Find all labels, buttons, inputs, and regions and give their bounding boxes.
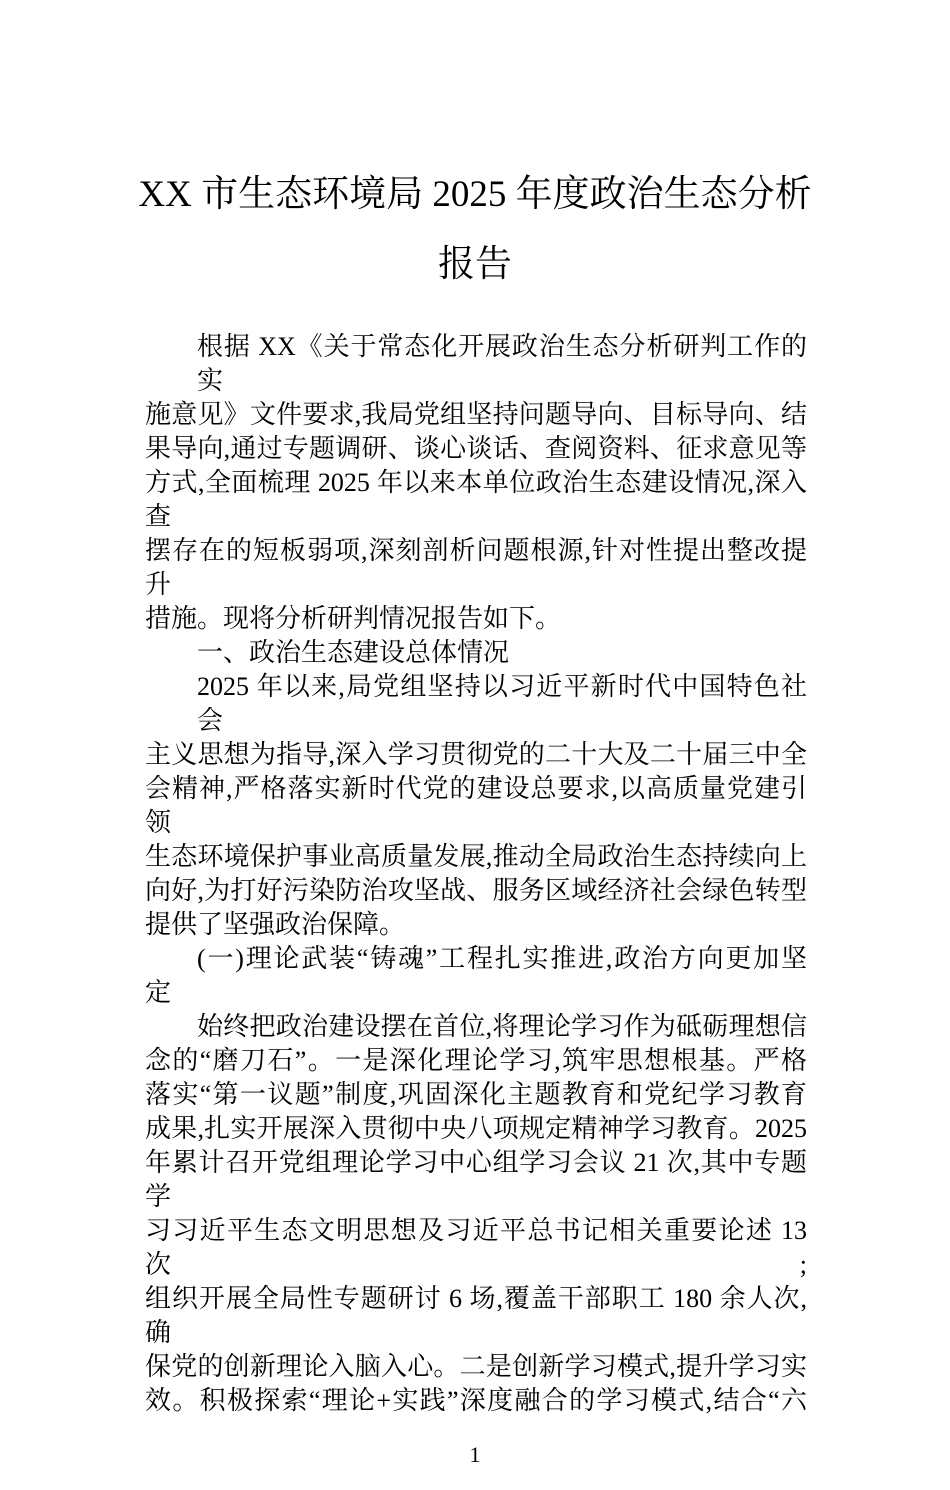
text-line: 念的“磨刀石”。一是深化理论学习,筑牢思想根基。严格 — [145, 1046, 807, 1075]
text-line: 主义思想为指导,深入学习贯彻党的二十大及二十届三中全 — [145, 740, 807, 769]
text-line: 摆存在的短板弱项,深刻剖析问题根源,针对性提出整改提升 — [145, 536, 807, 599]
document-body — [145, 330, 807, 1418]
text-line: (一)理论武装“铸魂”工程扎实推进,政治方向更加坚 — [197, 944, 807, 973]
text-line: 效。积极探索“理论+实践”深度融合的学习模式,结合“六 — [145, 1386, 807, 1415]
text-line: 成果,扎实开展深入贯彻中央八项规定精神学习教育。2025 — [145, 1114, 807, 1143]
text-line: 根据 XX《关于常态化开展政治生态分析研判工作的实 — [197, 332, 807, 395]
text-line: 果导向,通过专题调研、谈心谈话、查阅资料、征求意见等 — [145, 434, 807, 463]
paragraph — [145, 670, 807, 942]
text-line: 保党的创新理论入脑入心。二是创新学习模式,提升学习实 — [145, 1352, 807, 1381]
paragraph — [145, 330, 807, 636]
text-line: 会精神,严格落实新时代党的建设总要求,以高质量党建引领 — [145, 774, 807, 837]
text-line: 组织开展全局性专题研讨 6 场,覆盖干部职工 180 余人次,确 — [145, 1284, 807, 1347]
text-line: 一、政治生态建设总体情况 — [197, 638, 510, 667]
text-line: 2025 年以来,局党组坚持以习近平新时代中国特色社会 — [197, 672, 807, 735]
text-line: 方式,全面梳理 2025 年以来本单位政治生态建设情况,深入查 — [145, 468, 807, 531]
text-line: 提供了坚强政治保障。 — [145, 910, 406, 939]
paragraph — [145, 942, 807, 1010]
text-line: 始终把政治建设摆在首位,将理论学习作为砥砺理想信 — [197, 1012, 807, 1041]
page-number: 1 — [469, 1442, 481, 1467]
title-line: XX 市生态环境局 2025 年度政治生态分析 — [138, 174, 812, 215]
text-line: 习习近平生态文明思想及习近平总书记相关重要论述 13 次; — [145, 1216, 807, 1279]
text-line: 生态环境保护事业高质量发展,推动全局政治生态持续向上 — [145, 842, 807, 871]
text-line: 年累计召开党组理论学习中心组学习会议 21 次,其中专题学 — [145, 1148, 807, 1211]
text-line: 施意见》文件要求,我局党组坚持问题导向、目标导向、结 — [145, 400, 807, 429]
text-line: 落实“第一议题”制度,巩固深化主题教育和党纪学习教育 — [145, 1080, 807, 1109]
document-title — [35, 160, 915, 300]
text-line: 向好,为打好污染防治攻坚战、服务区域经济社会绿色转型 — [145, 876, 807, 905]
paragraph — [145, 1010, 807, 1418]
paragraph — [145, 636, 807, 670]
title-line: 报告 — [438, 244, 512, 285]
text-line: 措施。现将分析研判情况报告如下。 — [145, 604, 562, 633]
text-line: 定 — [145, 978, 172, 1007]
